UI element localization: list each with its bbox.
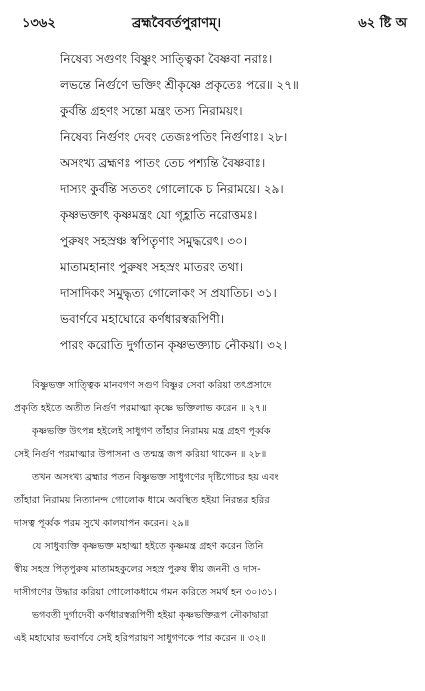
page-header [22, 14, 407, 34]
translation-line: কৃষ্ণভক্তি উৎপন্ন হইলেই সাধুগণ তাঁহার নিরাময় মন্ত্র গ্রহণ পূর্ব্বক [32, 426, 271, 437]
translation-line: দাসত্ব পূর্ব্বক পরম সুখে কালযাপন করেন। ২৯॥ [14, 518, 190, 529]
translation-line: এই মহাঘোর ভবার্ণবে সেই হরিপরায়ণ সাধুগণকে পার করেন ॥ ৩২॥ [14, 633, 266, 644]
verse-line: কুর্বন্তি গ্রহণং সন্তো মন্ত্রং তস্য নিরাময়ং। [60, 104, 243, 118]
translation-line: ভগবতী দুর্গাদেবী কর্ণধারস্বরূপিণী হইয়া কৃষ্ণভক্তিরূপ নৌকাদ্বারা [32, 610, 269, 621]
translation-line: যে সাধুব্যক্তি কৃষ্ণভক্ত মহাত্মা হইতে কৃষ্ণমন্ত্র গ্রহণ করেন তিনি [32, 541, 264, 552]
verse-line: দাস্যং কুর্বন্তি সততং গোলোকে চ নিরাময়ে। ২৯। [60, 182, 284, 196]
translation-line: বিষ্ণুভক্ত সাত্ত্বিক মানবগণ সগুণ বিষ্ণুর সেবা করিয়া তৎপ্রসাদে [32, 380, 272, 391]
verse-line: লভন্তে নির্গুণে ভক্তিং শ্রীকৃষ্ণে প্রকৃতেঃ পরে॥ ২৭॥ [60, 78, 299, 92]
verse-line: মাতামহানাং পুরুষং সহস্রং মাতরং তথা। [60, 260, 244, 274]
translation-line: তাঁহারা নিরাময় নিত্যানন্দ গোলোক ধামে অবস্থিত হইয়া নিরন্তর হরির [14, 495, 270, 506]
section-reference: ৬২ ষ্টি অ [358, 16, 407, 31]
translation-line: প্রকৃতি হইতে অতীত নির্গুণ পরমাত্মা কৃষ্ণে ভক্তিলাভ করেন ॥ ২৭॥ [14, 403, 267, 414]
verse-line: পারং করোতি দুর্গাতান কৃষ্ণভক্ত্যাচ নৌকয়া। ৩২। [60, 338, 287, 352]
verse-line: কৃষ্ণভক্তাৎ কৃষ্ণমন্ত্রং যো গৃহ্লাতি নরোত্তমঃ। [60, 208, 258, 222]
verse-line: ভবার্ণবে মহাঘোরে কর্ণধারস্বরূপিণী। [60, 312, 225, 326]
bengali-translation [14, 374, 414, 650]
verse-line: দাসাদিকং সমুদ্ধৃত্য গোলোকং স প্রযাতিচ। ৩১। [60, 286, 277, 300]
page-number: ১৩৬২ [22, 16, 56, 31]
verse-line: অসংখ্য ব্রহ্মণঃ পাতং তেচ পশ্যন্তি বৈষ্ণবাঃ। [60, 156, 266, 170]
sanskrit-verses [60, 46, 412, 358]
running-title: ব্রহ্মবৈবর্তপুরাণম্। [132, 16, 221, 31]
translation-line: দাসীগণের উদ্ধার করিয়া গোলোকধামে গমন করিতে সমর্থ হন ৩০।৩১। [14, 587, 277, 598]
translation-line: স্বীয় সহস্র পিতৃপুরুষ মাতামহকুলের সহস্র পুরুষ স্বীয় জননী ও দাস- [14, 564, 261, 575]
verse-line: নিষেব্য সগুণং বিষ্ণুং সাত্ত্বিকা বৈষ্ণবা নরাঃ। [60, 52, 273, 66]
translation-line: তখন অসংখ্য ব্রহ্মার পতন বিষ্ণুভক্ত সাধুগণের দৃষ্টিগোচর হয় এবং [32, 472, 279, 483]
verse-line: পুরুষং সহস্রঞ্চ স্বপিতৄণাং সমুদ্ধরেৎ। ৩০। [60, 234, 248, 248]
translation-line: সেই নির্গুণ পরমাত্মার উপাসনা ও তন্মন্ত্র জপ করিয়া থাকেন ॥ ২৮॥ [14, 449, 267, 460]
verse-line: নিষেব্য নির্গুণং দেবং তেজঃপতিং নির্গুণাঃ। ২৮। [60, 130, 288, 144]
